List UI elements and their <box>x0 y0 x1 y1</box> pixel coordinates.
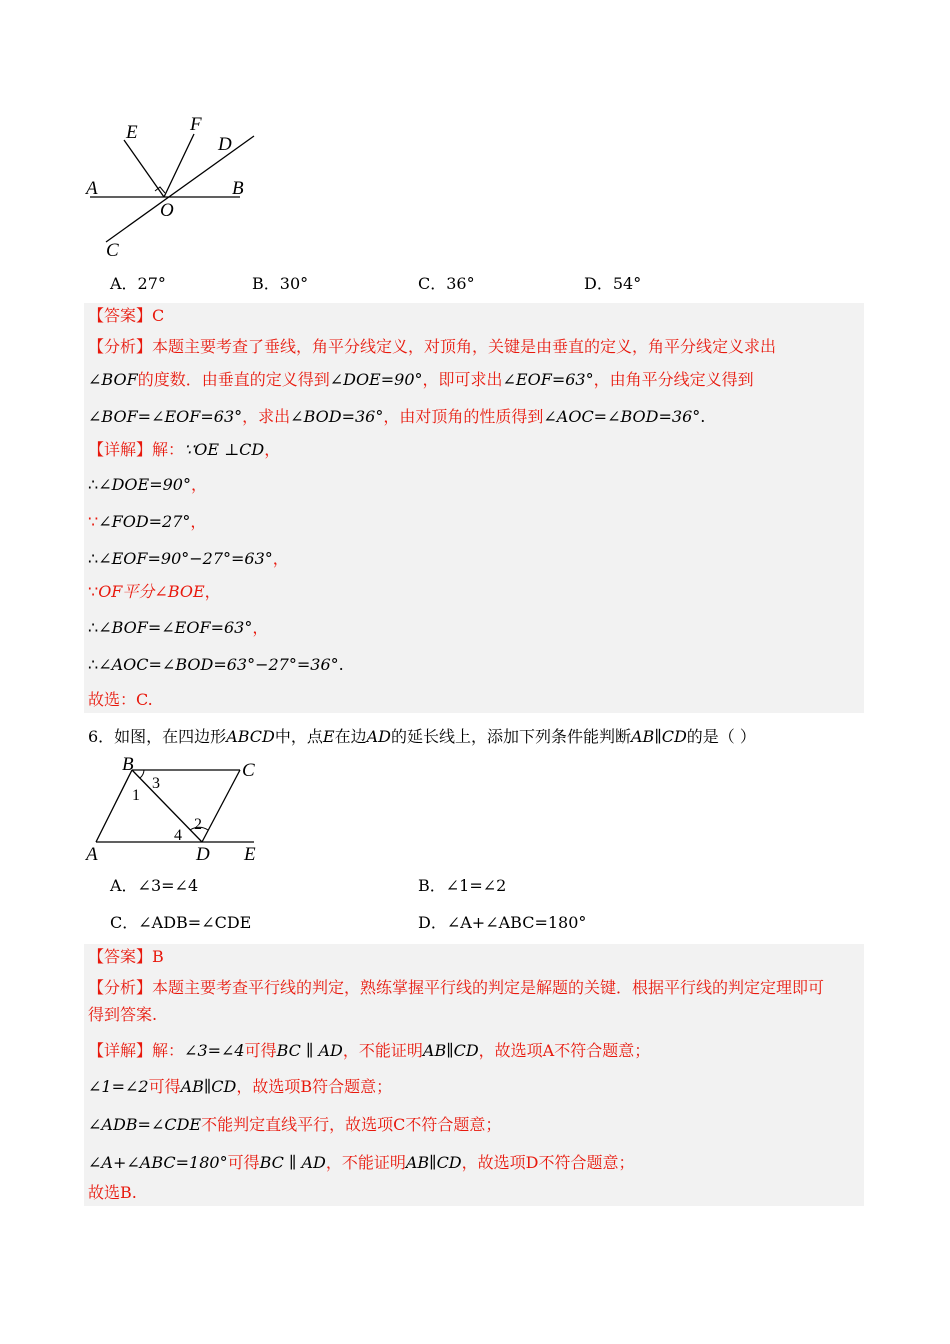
q6-analysis-line-1 <box>88 977 824 999</box>
math: ∠BOD=36° <box>290 407 384 426</box>
analysis-tag: 【分析】 <box>88 337 153 356</box>
math: ∠DOE=90° <box>329 370 423 389</box>
label-D: D <box>218 134 232 155</box>
q5-analysis-line-2 <box>88 369 754 391</box>
label-C: C <box>242 760 255 781</box>
tail: ， <box>252 618 269 637</box>
math: AB∥CD <box>422 1041 479 1060</box>
q5-option-b[interactable]: B．30° <box>252 274 309 293</box>
math: ∠BOF=∠EOF=63° <box>98 618 253 637</box>
q6-stem <box>88 724 756 747</box>
text: 解： <box>152 440 185 459</box>
math: ∠FOD=27° <box>98 512 191 531</box>
text: 的度数．由垂直的定义得到 <box>137 370 330 389</box>
label-C: C <box>106 240 119 261</box>
text: ，求出 <box>242 407 291 426</box>
text: . <box>700 407 706 426</box>
label-E: E <box>126 122 138 143</box>
math: ∠3=∠4 <box>184 1041 245 1060</box>
q6-final: 故选B. <box>88 1183 137 1202</box>
math: AB∥CD <box>405 1153 462 1172</box>
math: ABCD <box>226 727 275 746</box>
text: ，不能证明 <box>325 1153 406 1172</box>
analysis-text: 本题主要考查了垂线，角平分线定义，对顶角，关键是由垂直的定义，角平分线定义求出 <box>152 337 777 356</box>
text: 可得 <box>227 1153 260 1172</box>
label-B: B <box>232 178 244 199</box>
math: AB∥CD <box>631 727 687 746</box>
math: ∠A+∠ABC=180° <box>88 1153 228 1172</box>
angle-3: 3 <box>152 775 160 792</box>
angle-4: 4 <box>174 827 182 844</box>
tail: ， <box>204 582 221 601</box>
math: BC ∥ AD <box>276 1041 343 1060</box>
label-D: D <box>196 844 210 865</box>
text: ，故选项D不符合题意； <box>461 1153 635 1172</box>
math: AD <box>366 727 391 746</box>
label-B: B <box>122 756 134 775</box>
math: ∠BOF <box>88 370 138 389</box>
text: ，即可求出 <box>422 370 503 389</box>
label-E: E <box>244 844 256 865</box>
text: ，由对顶角的性质得到 <box>383 407 544 426</box>
label-O: O <box>160 200 174 221</box>
tail: ， <box>190 475 207 494</box>
text: 可得 <box>244 1041 277 1060</box>
sym: ∴ <box>88 475 99 494</box>
figure-quadrilateral <box>84 756 268 868</box>
sym: ∵ <box>88 512 99 531</box>
math: AB∥CD <box>180 1077 237 1096</box>
q5-step-5 <box>88 617 268 639</box>
math: OF平分∠BOE <box>98 582 205 601</box>
label-A: A <box>86 844 98 865</box>
q6-option-d[interactable]: D．∠A+∠ABC=180° <box>418 913 587 932</box>
sym: ∵ <box>88 582 99 601</box>
label-F: F <box>190 114 202 135</box>
q5-step-1 <box>88 474 207 496</box>
analysis-text: 本题主要考查平行线的判定，熟练掌握平行线的判定是解题的关键．根据平行线的判定定理即可 <box>152 978 825 997</box>
q6-answer <box>88 946 164 968</box>
detail-tag: 【详解】 <box>88 1041 153 1060</box>
q5-option-a[interactable]: A．27° <box>110 274 166 293</box>
q5-detail-line-0 <box>88 439 280 461</box>
math: ∠DOE=90° <box>98 475 191 494</box>
math: ∠EOF=63° <box>502 370 594 389</box>
text: 6．如图，在四边形 <box>88 727 227 746</box>
q5-final: 故选：C. <box>88 690 153 709</box>
text: 可得 <box>148 1077 181 1096</box>
text: 中，点 <box>274 727 323 746</box>
tail: ， <box>190 512 207 531</box>
text: 不能判定直线平行，故选项C不符合题意； <box>201 1115 502 1134</box>
text: ，由角平分线定义得到 <box>593 370 754 389</box>
answer-value: B <box>152 947 164 966</box>
math: ∠1=∠2 <box>88 1077 149 1096</box>
math: ∠BOF=∠EOF=63° <box>88 407 243 426</box>
q5-option-d[interactable]: D．54° <box>584 274 642 293</box>
figure-angles <box>84 112 260 262</box>
q6-analysis-line-2: 得到答案. <box>88 1005 158 1024</box>
q5-step-4 <box>88 581 221 603</box>
q5-answer <box>88 305 164 327</box>
math: E <box>322 727 335 746</box>
q6-detail-line-1 <box>88 1040 650 1062</box>
label-A: A <box>86 178 98 199</box>
analysis-tag: 【分析】 <box>88 978 153 997</box>
text: 的延长线上，添加下列条件能判断 <box>390 727 631 746</box>
q5-analysis-line-3 <box>88 406 705 428</box>
text: 解： <box>152 1041 185 1060</box>
math: ∵OE ⊥CD <box>184 440 265 459</box>
answer-tag: 【答案】 <box>88 306 153 325</box>
q5-option-c[interactable]: C．36° <box>418 274 475 293</box>
math: ∠ADB=∠CDE <box>88 1115 202 1134</box>
q5-analysis-line-1 <box>88 336 776 358</box>
math: ∠AOC=∠BOD=36° <box>543 407 701 426</box>
math: ∠EOF=90°−27°=63° <box>98 549 273 568</box>
angle-2: 2 <box>194 816 202 833</box>
sym: ∴ <box>88 618 99 637</box>
q5-step-2 <box>88 511 206 533</box>
q6-detail-line-3 <box>88 1114 501 1136</box>
tail: ， <box>272 549 289 568</box>
math: BC ∥ AD <box>259 1153 326 1172</box>
q6-detail-line-4 <box>88 1152 634 1174</box>
q6-option-c[interactable]: C．∠ADB=∠CDE <box>110 913 252 932</box>
q5-step-3 <box>88 548 289 570</box>
text: 在边 <box>334 727 367 746</box>
sym: ∴ <box>88 549 99 568</box>
tail: . <box>338 655 344 674</box>
text: 的是（ ） <box>686 727 756 746</box>
answer-value: C <box>152 306 165 325</box>
text: ，不能证明 <box>342 1041 423 1060</box>
text: ， <box>264 440 281 459</box>
q5-solution-box <box>84 303 864 713</box>
sym: ∴ <box>88 655 99 674</box>
q6-detail-line-2 <box>88 1076 392 1098</box>
detail-tag: 【详解】 <box>88 440 153 459</box>
text: ，故选项A不符合题意； <box>478 1041 651 1060</box>
answer-tag: 【答案】 <box>88 947 153 966</box>
q6-option-a[interactable]: A．∠3=∠4 <box>110 876 199 895</box>
q5-step-6 <box>88 654 344 676</box>
q6-option-b[interactable]: B．∠1=∠2 <box>418 876 507 895</box>
angle-1: 1 <box>132 787 140 804</box>
q6-solution-box <box>84 944 864 1206</box>
math: ∠AOC=∠BOD=63°−27°=36° <box>98 655 339 674</box>
text: ，故选项B符合题意； <box>236 1077 393 1096</box>
